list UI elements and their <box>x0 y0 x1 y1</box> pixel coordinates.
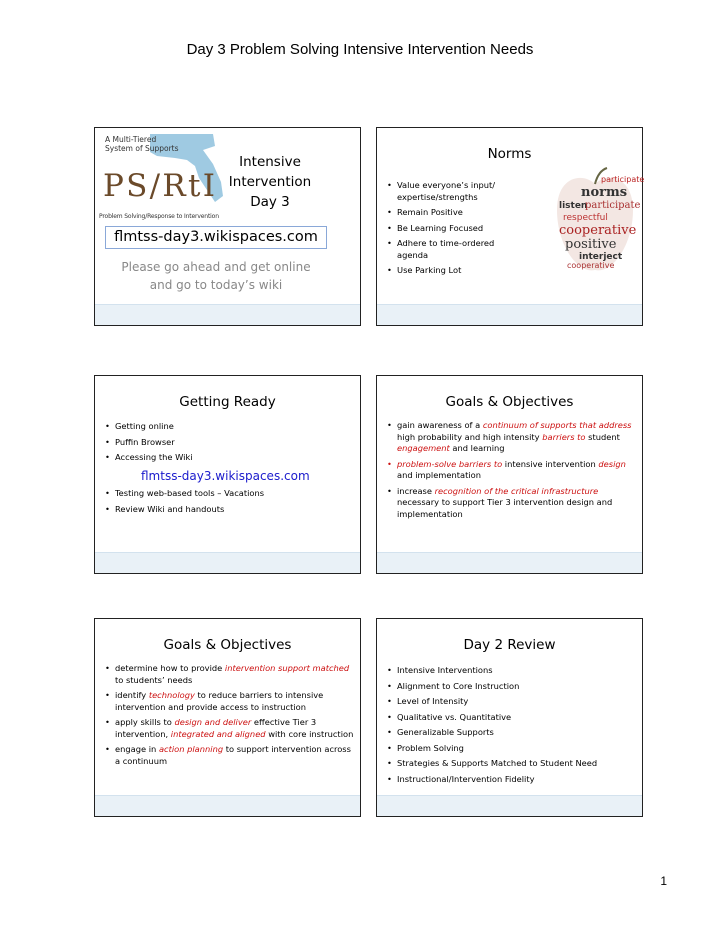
list-item: • Testing web-based tools – Vacations <box>105 488 345 500</box>
psrti-logo <box>95 130 225 226</box>
svg-text:listen: listen <box>559 201 588 211</box>
svg-text:cooperative: cooperative <box>567 261 615 270</box>
slide-4 <box>376 375 643 574</box>
list-item: • Strategies & Supports Matched to Student Need <box>387 758 637 770</box>
svg-text:participate: participate <box>601 175 645 184</box>
list-item: • Be Learning Focused <box>387 223 522 235</box>
slide-footer <box>377 304 642 325</box>
slide-footer <box>95 795 360 816</box>
slide-footer <box>377 552 642 573</box>
logo-subtitle: Problem Solving/Response to Intervention <box>99 213 219 220</box>
list-item: • Intensive Interventions <box>387 665 637 677</box>
list-item: • Value everyone’s input/ expertise/strengths <box>387 180 522 203</box>
slide-4-title: Goals & Objectives <box>445 394 574 410</box>
day2-review-list <box>387 665 637 789</box>
svg-text:participate: participate <box>585 200 641 211</box>
logo-tagline-1: A Multi-Tiered <box>105 135 157 144</box>
getting-ready-list-2 <box>105 488 345 519</box>
slide-5-title: Goals & Objectives <box>163 637 292 653</box>
page-number: 1 <box>660 874 667 888</box>
list-item: • identify technology to reduce barriers to intensive intervention and provide access to instruction <box>105 690 355 713</box>
slide-1-note: Please go ahead and get online and go to today’s wiki <box>121 260 311 292</box>
list-item: • apply skills to design and deliver effective Tier 3 intervention, integrated and aligned with core instruction <box>105 717 355 740</box>
svg-text:norms: norms <box>581 185 628 200</box>
list-item: • Review Wiki and handouts <box>105 504 345 516</box>
logo-wordmark: PS/RtI <box>103 168 215 204</box>
list-item: • Qualitative vs. Quantitative <box>387 712 637 724</box>
slide-1 <box>94 127 361 326</box>
wiki-link[interactable]: flmtss-day3.wikispaces.com <box>141 469 310 483</box>
slide-footer <box>95 304 360 325</box>
slide-2 <box>376 127 643 326</box>
list-item: • Remain Positive <box>387 207 522 219</box>
list-item: • increase recognition of the critical infrastructure necessary to support Tier 3 intervention design and implementation <box>387 486 637 521</box>
svg-text:positive: positive <box>565 237 617 252</box>
slide-3-title: Getting Ready <box>179 394 276 410</box>
list-item: • determine how to provide intervention support matched to students’ needs <box>105 663 355 686</box>
list-item: • Use Parking Lot <box>387 265 522 277</box>
list-item: • Generalizable Supports <box>387 727 637 739</box>
list-item: • Alignment to Core Instruction <box>387 681 637 693</box>
list-item: • Adhere to time-ordered agenda <box>387 238 522 261</box>
list-item: • gain awareness of a continuum of supports that address high probability and high intensity barriers to student engagement and learning <box>387 420 637 455</box>
list-item: • problem-solve barriers to intensive intervention design and implementation <box>387 459 637 482</box>
document-title: Day 3 Problem Solving Intensive Intervention Needs <box>186 41 534 58</box>
list-item: • Getting online <box>105 421 345 433</box>
list-item: • Accessing the Wiki <box>105 452 345 464</box>
svg-text:cooperative: cooperative <box>559 223 637 238</box>
goals-list-2 <box>105 663 355 771</box>
slide-6 <box>376 618 643 817</box>
slide-footer <box>95 552 360 573</box>
list-item: • Instructional/Intervention Fidelity <box>387 774 637 786</box>
list-item: • Puffin Browser <box>105 437 345 449</box>
wiki-url-box: flmtss-day3.wikispaces.com <box>105 226 327 249</box>
svg-text:respectful: respectful <box>563 213 608 223</box>
slide-5 <box>94 618 361 817</box>
slide-3 <box>94 375 361 574</box>
norms-list <box>387 180 522 281</box>
norms-word-cloud-apple <box>553 166 645 276</box>
slide-6-title: Day 2 Review <box>463 637 556 653</box>
getting-ready-list <box>105 421 345 468</box>
svg-text:interject: interject <box>579 252 623 262</box>
list-item: • Problem Solving <box>387 743 637 755</box>
slide-footer <box>377 795 642 816</box>
list-item: • engage in action planning to support intervention across a continuum <box>105 744 355 767</box>
goals-list <box>387 420 637 524</box>
slide-2-title: Norms <box>487 146 532 162</box>
list-item: • Level of Intensity <box>387 696 637 708</box>
slide-1-title: Intensive Intervention Day 3 <box>228 154 312 210</box>
logo-tagline-2: System of Supports <box>105 144 179 153</box>
